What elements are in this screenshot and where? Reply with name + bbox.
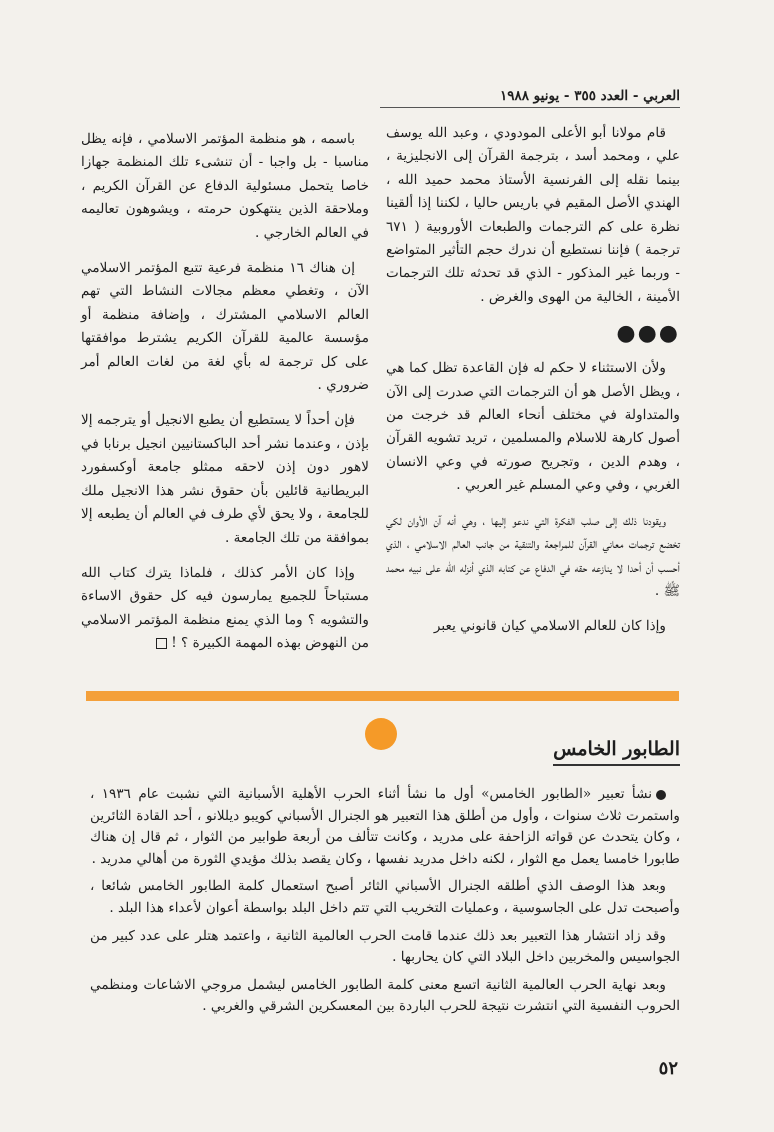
paragraph: وإذا كان للعالم الاسلامي كيان قانوني يعبر: [433, 618, 666, 635]
paragraph: إن هناك ١٦ منظمة فرعية تتبع المؤتمر الاسلامي الآن ، وتغطي معظم مجالات النشاط التي تهم العالم الاسلامي المشترك ، وإضافة منظمة أو مؤسسة عالمية للقرآن الكريم يشترط موافقتها على كل ترجمة له بأي لغة من لغات العالم أمر ضروري .: [81, 260, 369, 394]
separator-dots: ●●●: [616, 321, 680, 347]
paragraph: وبعد نهاية الحرب العالمية الثانية اتسع معنى كلمة الطابور الخامس ليشمل مروجي الاشاعات ومنظمي الحروب النفسية التي انتشرت نتيجة للحرب الباردة بين المعسكرين الشرقي والغربي .: [90, 976, 680, 1015]
section-title: الطابور الخامس: [553, 738, 680, 766]
end-of-article-icon: [156, 638, 167, 649]
running-header: العربي - العدد ٣٥٥ - يونيو ١٩٨٨: [380, 88, 680, 108]
section-body: [90, 784, 680, 1024]
paragraph: فإن أحداً لا يستطيع أن يطبع الانجيل أو يترجمه إلا بإذن ، وعندما نشر أحد الباكستانيين انجيل برنابا في لاهور دون إذن لاحقه ممثلو جامعة أوكسفورد البريطانية قائلين بأن حقوق نشر هذا الانجيل ملك للجامعة ، ولا يحق لأي طرف في العالم أن يطبعه إلا بموافقة من تلك الجامعة .: [81, 412, 369, 546]
bullet-icon: [656, 790, 666, 800]
paragraph: قام مولانا أبو الأعلى المودودي ، وعبد الله يوسف علي ، ومحمد أسد ، بترجمة القرآن إلى الانجليزية ، بينما نقله إلى الفرنسية الأستاذ محمد حميد الله ، الهندي الأصل المقيم في باريس حاليا ، لكننا إذا ألقينا نظرة على كم الترجمات والطبعات الأوروبية ( ٦٧١ ترجمة ) فإننا نستطيع أن ندرك حجم التأثير المتواضع - وربما غير المذكور - الذي قد تحدثه تلك الترجمات الأمينة ، الخالية من الهوى والغرض .: [386, 125, 680, 305]
paragraph: وقد زاد انتشار هذا التعبير بعد ذلك عندما قامت الحرب العالمية الثانية ، واعتمد هتلر على عدد كبير من الجواسيس والمخربين داخل البلاد التي كان يحاربها .: [90, 927, 680, 966]
right-column: [386, 122, 680, 651]
paragraph-text: نشأ تعبير «الطابور الخامس» أول ما نشأ أثناء الحرب الأهلية الأسبانية التي نشبت عام ١٩٣٦ ، واستمرت ثلاث سنوات ، وأول من أطلق هذا التعبير هو الجنرال الأسباني كويبو ديللانو ، أحد القادة الثائرين ، وكان يتحدث عن قواته الزاحفة على مدريد ، وكانت تتألف من أربعة طوابير من الثوار ، ثم قال إن هناك طابورا خامسا يعمل مع الثوار ، لكنه داخل مدريد نفسها ، وكان يقصد بذلك مؤيدي الثورة من أهالي مدريد .: [90, 786, 680, 867]
paragraph-text: وإذا كان الأمر كذلك ، فلماذا يترك كتاب الله مستباحاً للجميع يمارسون فيه كل حقوق الاساءة والتشويه ؟ وما الذي يمنع منظمة المؤتمر الاسلامي من النهوض بهذه المهمة الكبيرة ؟ !: [81, 564, 369, 652]
paragraph: وبعد هذا الوصف الذي أطلقه الجنرال الأسباني الثائر أصبح استعمال كلمة الطابور الخامس شائعا ، وأصبحت تدل على الجاسوسية ، وعمليات التخريب التي تتم داخل البلد بواسطة أعوان لأعداء هذا البلد .: [90, 878, 680, 916]
paragraph: باسمه ، هو منظمة المؤتمر الاسلامي ، فإنه يظل مناسبا - بل واجبا - أن تنشىء تلك المنظمة جهازا خاصا يتحمل مسئولية الدفاع عن القرآن الكريم ، وملاحقة الذين ينتهكون حرمته ، ويشوهون تعاليمه في العالم الخارجي .: [81, 131, 369, 241]
paragraph: [81, 562, 369, 656]
section-divider: [86, 691, 679, 701]
orange-dot-icon: [365, 718, 397, 750]
paragraph: ولأن الاستثناء لا حكم له فإن القاعدة تظل كما هي ، ويظل الأصل هو أن الترجمات التي صدرت إلى الآن والمتداولة في مختلف أنحاء العالم قد خرجت من أصول كارهة للاسلام والمسلمين ، تريد تشويه القرآن ، وهدم الدين ، وتجريح صورته في وعي الانسان الغربي ، وفي وعي المسلم غير العربي .: [386, 360, 680, 494]
page-number: ٥٢: [658, 1058, 678, 1079]
paragraph: ويقودنا ذلك إلى صلب الفكرة التي ندعو إليها ، وهي أنه آن الأوان لكي تخضع ترجمات معاني القرآن للمراجعة والتنقية من جانب العالم الاسلامي ، الذي أحسب أن أحدا لا ينازعه حقه في الدفاع عن كتابه الذي أنزله الله على نبيه محمد ﷺ .: [386, 512, 680, 599]
paragraph: [90, 784, 680, 870]
left-column: [81, 128, 369, 668]
